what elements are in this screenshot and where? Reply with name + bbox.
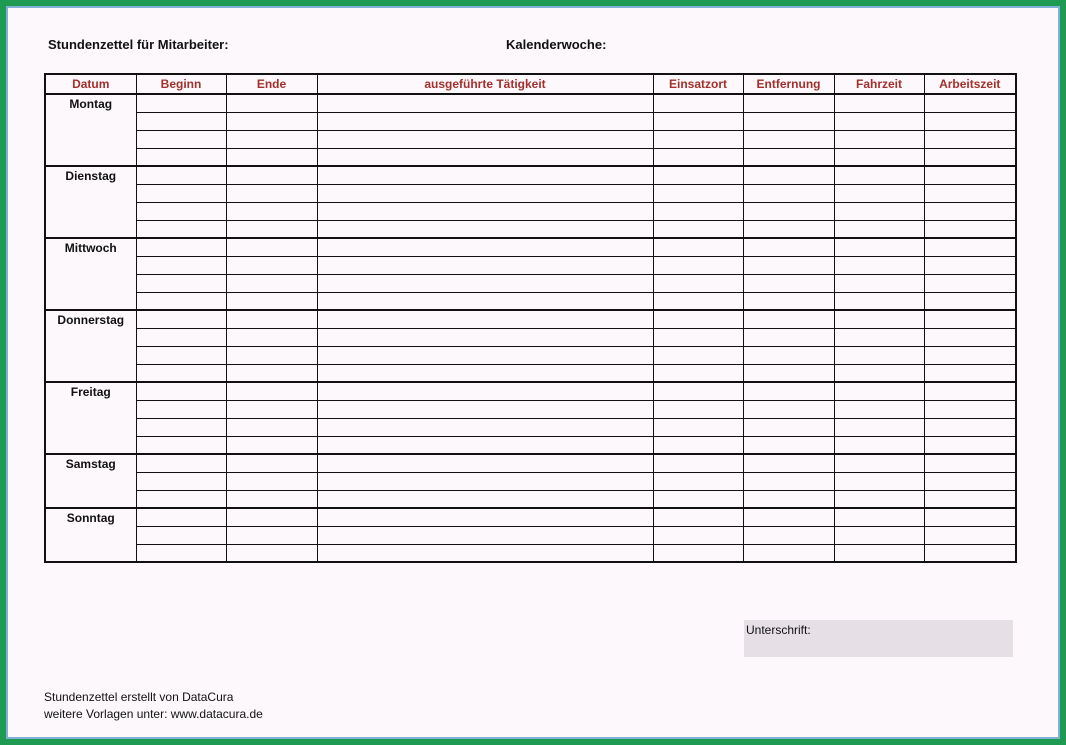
- column-header: Einsatzort: [653, 74, 743, 94]
- entry-cell[interactable]: [317, 148, 653, 166]
- entry-cell[interactable]: [136, 256, 226, 274]
- column-header: Arbeitszeit: [924, 74, 1016, 94]
- entry-cell[interactable]: [924, 256, 1016, 274]
- day-label: Mittwoch: [45, 238, 136, 310]
- entry-cell[interactable]: [653, 310, 743, 328]
- entry-cell[interactable]: [924, 526, 1016, 544]
- table-row: [45, 508, 1016, 526]
- entry-cell[interactable]: [317, 454, 653, 472]
- entry-cell[interactable]: [653, 256, 743, 274]
- entry-cell[interactable]: [136, 148, 226, 166]
- entry-cell[interactable]: [226, 454, 317, 472]
- outer-frame: [6, 6, 1060, 739]
- entry-cell[interactable]: [317, 130, 653, 148]
- entry-cell[interactable]: [136, 508, 226, 526]
- entry-cell[interactable]: [834, 238, 924, 256]
- column-header: Datum: [45, 74, 136, 94]
- entry-cell[interactable]: [226, 94, 317, 112]
- footer-credit: Stundenzettel erstellt von DataCura: [44, 690, 234, 704]
- entry-cell[interactable]: [136, 310, 226, 328]
- table-row: [45, 94, 1016, 112]
- entry-cell[interactable]: [226, 310, 317, 328]
- table-row: [45, 184, 1016, 202]
- entry-cell[interactable]: [317, 292, 653, 310]
- entry-cell[interactable]: [834, 418, 924, 436]
- entry-cell[interactable]: [136, 112, 226, 130]
- column-header: ausgeführte Tätigkeit: [317, 74, 653, 94]
- entry-cell[interactable]: [743, 436, 834, 454]
- entry-cell[interactable]: [136, 166, 226, 184]
- entry-cell[interactable]: [136, 544, 226, 562]
- entry-cell[interactable]: [226, 472, 317, 490]
- entry-cell[interactable]: [924, 292, 1016, 310]
- entry-cell[interactable]: [924, 328, 1016, 346]
- entry-cell[interactable]: [834, 436, 924, 454]
- day-label: Donnerstag: [45, 310, 136, 382]
- column-header: Beginn: [136, 74, 226, 94]
- entry-cell[interactable]: [743, 382, 834, 400]
- entry-cell[interactable]: [653, 220, 743, 238]
- entry-cell[interactable]: [743, 112, 834, 130]
- entry-cell[interactable]: [924, 310, 1016, 328]
- entry-cell[interactable]: [136, 94, 226, 112]
- entry-cell[interactable]: [226, 130, 317, 148]
- footer-link[interactable]: weitere Vorlagen unter: www.datacura.de: [44, 707, 263, 721]
- entry-cell[interactable]: [743, 148, 834, 166]
- entry-cell[interactable]: [653, 184, 743, 202]
- entry-cell[interactable]: [136, 490, 226, 508]
- table-row: [45, 166, 1016, 184]
- entry-cell[interactable]: [743, 508, 834, 526]
- entry-cell[interactable]: [743, 94, 834, 112]
- entry-cell[interactable]: [226, 418, 317, 436]
- entry-cell[interactable]: [317, 184, 653, 202]
- entry-cell[interactable]: [834, 382, 924, 400]
- entry-cell[interactable]: [743, 364, 834, 382]
- entry-cell[interactable]: [834, 310, 924, 328]
- entry-cell[interactable]: [834, 256, 924, 274]
- entry-cell[interactable]: [743, 328, 834, 346]
- entry-cell[interactable]: [834, 328, 924, 346]
- entry-cell[interactable]: [136, 382, 226, 400]
- entry-cell[interactable]: [743, 202, 834, 220]
- entry-cell[interactable]: [834, 454, 924, 472]
- table-row: [45, 238, 1016, 256]
- entry-cell[interactable]: [653, 400, 743, 418]
- entry-cell[interactable]: [834, 220, 924, 238]
- entry-cell[interactable]: [317, 490, 653, 508]
- signature-field[interactable]: [744, 620, 1013, 657]
- entry-cell[interactable]: [653, 148, 743, 166]
- entry-cell[interactable]: [226, 292, 317, 310]
- column-header: Ende: [226, 74, 317, 94]
- day-label: Sonntag: [45, 508, 136, 562]
- entry-cell[interactable]: [136, 454, 226, 472]
- entry-cell[interactable]: [924, 472, 1016, 490]
- entry-cell[interactable]: [136, 184, 226, 202]
- entry-cell[interactable]: [743, 490, 834, 508]
- entry-cell[interactable]: [226, 400, 317, 418]
- entry-cell[interactable]: [317, 472, 653, 490]
- entry-cell[interactable]: [653, 274, 743, 292]
- entry-cell[interactable]: [317, 328, 653, 346]
- entry-cell[interactable]: [226, 184, 317, 202]
- entry-cell[interactable]: [226, 364, 317, 382]
- entry-cell[interactable]: [226, 220, 317, 238]
- entry-cell[interactable]: [226, 256, 317, 274]
- entry-cell[interactable]: [653, 94, 743, 112]
- entry-cell[interactable]: [653, 526, 743, 544]
- entry-cell[interactable]: [834, 94, 924, 112]
- entry-cell[interactable]: [743, 454, 834, 472]
- entry-cell[interactable]: [317, 220, 653, 238]
- table-row: [45, 472, 1016, 490]
- entry-cell[interactable]: [136, 346, 226, 364]
- entry-cell[interactable]: [834, 346, 924, 364]
- entry-cell[interactable]: [653, 472, 743, 490]
- day-label: Montag: [45, 94, 136, 166]
- calendar-week-label: Kalenderwoche:: [506, 37, 607, 52]
- entry-cell[interactable]: [136, 238, 226, 256]
- table-row: [45, 436, 1016, 454]
- entry-cell[interactable]: [834, 544, 924, 562]
- entry-cell[interactable]: [743, 418, 834, 436]
- entry-cell[interactable]: [834, 400, 924, 418]
- entry-cell[interactable]: [743, 130, 834, 148]
- entry-cell[interactable]: [834, 472, 924, 490]
- entry-cell[interactable]: [136, 130, 226, 148]
- entry-cell[interactable]: [226, 508, 317, 526]
- timesheet-page: [8, 8, 1058, 737]
- entry-cell[interactable]: [317, 400, 653, 418]
- entry-cell[interactable]: [317, 238, 653, 256]
- entry-cell[interactable]: [136, 274, 226, 292]
- entry-cell[interactable]: [924, 238, 1016, 256]
- entry-cell[interactable]: [743, 472, 834, 490]
- table-row: [45, 544, 1016, 562]
- entry-cell[interactable]: [834, 202, 924, 220]
- entry-cell[interactable]: [924, 166, 1016, 184]
- table-row: [45, 148, 1016, 166]
- table-row: [45, 346, 1016, 364]
- table-row: [45, 382, 1016, 400]
- entry-cell[interactable]: [653, 238, 743, 256]
- table-row: [45, 256, 1016, 274]
- entry-cell[interactable]: [226, 166, 317, 184]
- entry-cell[interactable]: [317, 112, 653, 130]
- entry-cell[interactable]: [924, 220, 1016, 238]
- entry-cell[interactable]: [317, 274, 653, 292]
- table-row: [45, 274, 1016, 292]
- entry-cell[interactable]: [226, 238, 317, 256]
- entry-cell[interactable]: [924, 454, 1016, 472]
- entry-cell[interactable]: [924, 508, 1016, 526]
- entry-cell[interactable]: [743, 274, 834, 292]
- entry-cell[interactable]: [834, 166, 924, 184]
- entry-cell[interactable]: [136, 202, 226, 220]
- table-row: [45, 112, 1016, 130]
- entry-cell[interactable]: [924, 274, 1016, 292]
- entry-cell[interactable]: [924, 490, 1016, 508]
- entry-cell[interactable]: [653, 202, 743, 220]
- entry-cell[interactable]: [317, 508, 653, 526]
- entry-cell[interactable]: [317, 202, 653, 220]
- signature-label: Unterschrift:: [746, 623, 811, 637]
- entry-cell[interactable]: [653, 292, 743, 310]
- table-row: [45, 328, 1016, 346]
- entry-cell[interactable]: [317, 310, 653, 328]
- entry-cell[interactable]: [834, 292, 924, 310]
- entry-cell[interactable]: [653, 454, 743, 472]
- entry-cell[interactable]: [226, 202, 317, 220]
- table-row: [45, 454, 1016, 472]
- entry-cell[interactable]: [317, 346, 653, 364]
- table-row: [45, 526, 1016, 544]
- entry-cell[interactable]: [743, 292, 834, 310]
- entry-cell[interactable]: [924, 112, 1016, 130]
- entry-cell[interactable]: [317, 382, 653, 400]
- entry-cell[interactable]: [743, 310, 834, 328]
- entry-cell[interactable]: [834, 148, 924, 166]
- entry-cell[interactable]: [136, 418, 226, 436]
- entry-cell[interactable]: [226, 526, 317, 544]
- entry-cell[interactable]: [834, 130, 924, 148]
- entry-cell[interactable]: [226, 436, 317, 454]
- entry-cell[interactable]: [136, 526, 226, 544]
- table-row: [45, 292, 1016, 310]
- table-row: [45, 364, 1016, 382]
- day-label: Dienstag: [45, 166, 136, 238]
- entry-cell[interactable]: [226, 544, 317, 562]
- entry-cell[interactable]: [743, 220, 834, 238]
- entry-cell[interactable]: [743, 526, 834, 544]
- entry-cell[interactable]: [743, 166, 834, 184]
- entry-cell[interactable]: [653, 130, 743, 148]
- entry-cell[interactable]: [743, 346, 834, 364]
- entry-cell[interactable]: [743, 400, 834, 418]
- entry-cell[interactable]: [226, 490, 317, 508]
- entry-cell[interactable]: [924, 202, 1016, 220]
- entry-cell[interactable]: [834, 274, 924, 292]
- entry-cell[interactable]: [317, 544, 653, 562]
- timesheet-title: Stundenzettel für Mitarbeiter:: [48, 37, 229, 52]
- timesheet-table: [44, 73, 1017, 563]
- entry-cell[interactable]: [226, 382, 317, 400]
- entry-cell[interactable]: [317, 94, 653, 112]
- entry-cell[interactable]: [136, 292, 226, 310]
- entry-cell[interactable]: [653, 508, 743, 526]
- entry-cell[interactable]: [136, 400, 226, 418]
- column-header: Fahrzeit: [834, 74, 924, 94]
- entry-cell[interactable]: [226, 346, 317, 364]
- entry-cell[interactable]: [924, 400, 1016, 418]
- entry-cell[interactable]: [743, 544, 834, 562]
- entry-cell[interactable]: [834, 490, 924, 508]
- entry-cell[interactable]: [317, 166, 653, 184]
- entry-cell[interactable]: [743, 238, 834, 256]
- entry-cell[interactable]: [317, 526, 653, 544]
- entry-cell[interactable]: [136, 472, 226, 490]
- entry-cell[interactable]: [924, 364, 1016, 382]
- day-label: Freitag: [45, 382, 136, 454]
- entry-cell[interactable]: [653, 328, 743, 346]
- column-header: Entfernung: [743, 74, 834, 94]
- entry-cell[interactable]: [136, 220, 226, 238]
- entry-cell[interactable]: [834, 112, 924, 130]
- entry-cell[interactable]: [924, 184, 1016, 202]
- table-row: [45, 490, 1016, 508]
- entry-cell[interactable]: [226, 328, 317, 346]
- entry-cell[interactable]: [653, 436, 743, 454]
- entry-cell[interactable]: [136, 436, 226, 454]
- entry-cell[interactable]: [653, 544, 743, 562]
- entry-cell[interactable]: [924, 346, 1016, 364]
- entry-cell[interactable]: [743, 256, 834, 274]
- table-row: [45, 400, 1016, 418]
- entry-cell[interactable]: [136, 328, 226, 346]
- entry-cell[interactable]: [317, 364, 653, 382]
- entry-cell[interactable]: [924, 544, 1016, 562]
- entry-cell[interactable]: [653, 166, 743, 184]
- entry-cell[interactable]: [653, 112, 743, 130]
- entry-cell[interactable]: [834, 526, 924, 544]
- table-row: [45, 418, 1016, 436]
- entry-cell[interactable]: [924, 130, 1016, 148]
- entry-cell[interactable]: [317, 436, 653, 454]
- entry-cell[interactable]: [226, 274, 317, 292]
- entry-cell[interactable]: [743, 184, 834, 202]
- entry-cell[interactable]: [317, 418, 653, 436]
- table-row: [45, 130, 1016, 148]
- entry-cell[interactable]: [317, 256, 653, 274]
- entry-cell[interactable]: [924, 436, 1016, 454]
- entry-cell[interactable]: [834, 364, 924, 382]
- entry-cell[interactable]: [834, 184, 924, 202]
- entry-cell[interactable]: [924, 148, 1016, 166]
- day-label: Samstag: [45, 454, 136, 508]
- entry-cell[interactable]: [653, 364, 743, 382]
- table-row: [45, 202, 1016, 220]
- entry-cell[interactable]: [653, 418, 743, 436]
- entry-cell[interactable]: [924, 382, 1016, 400]
- table-row: [45, 310, 1016, 328]
- entry-cell[interactable]: [653, 490, 743, 508]
- entry-cell[interactable]: [924, 94, 1016, 112]
- entry-cell[interactable]: [226, 148, 317, 166]
- entry-cell[interactable]: [834, 508, 924, 526]
- entry-cell[interactable]: [653, 382, 743, 400]
- table-row: [45, 220, 1016, 238]
- column-header-row: [45, 74, 1016, 94]
- entry-cell[interactable]: [226, 112, 317, 130]
- entry-cell[interactable]: [136, 364, 226, 382]
- entry-cell[interactable]: [924, 418, 1016, 436]
- timesheet-body: [45, 94, 1016, 562]
- entry-cell[interactable]: [653, 346, 743, 364]
